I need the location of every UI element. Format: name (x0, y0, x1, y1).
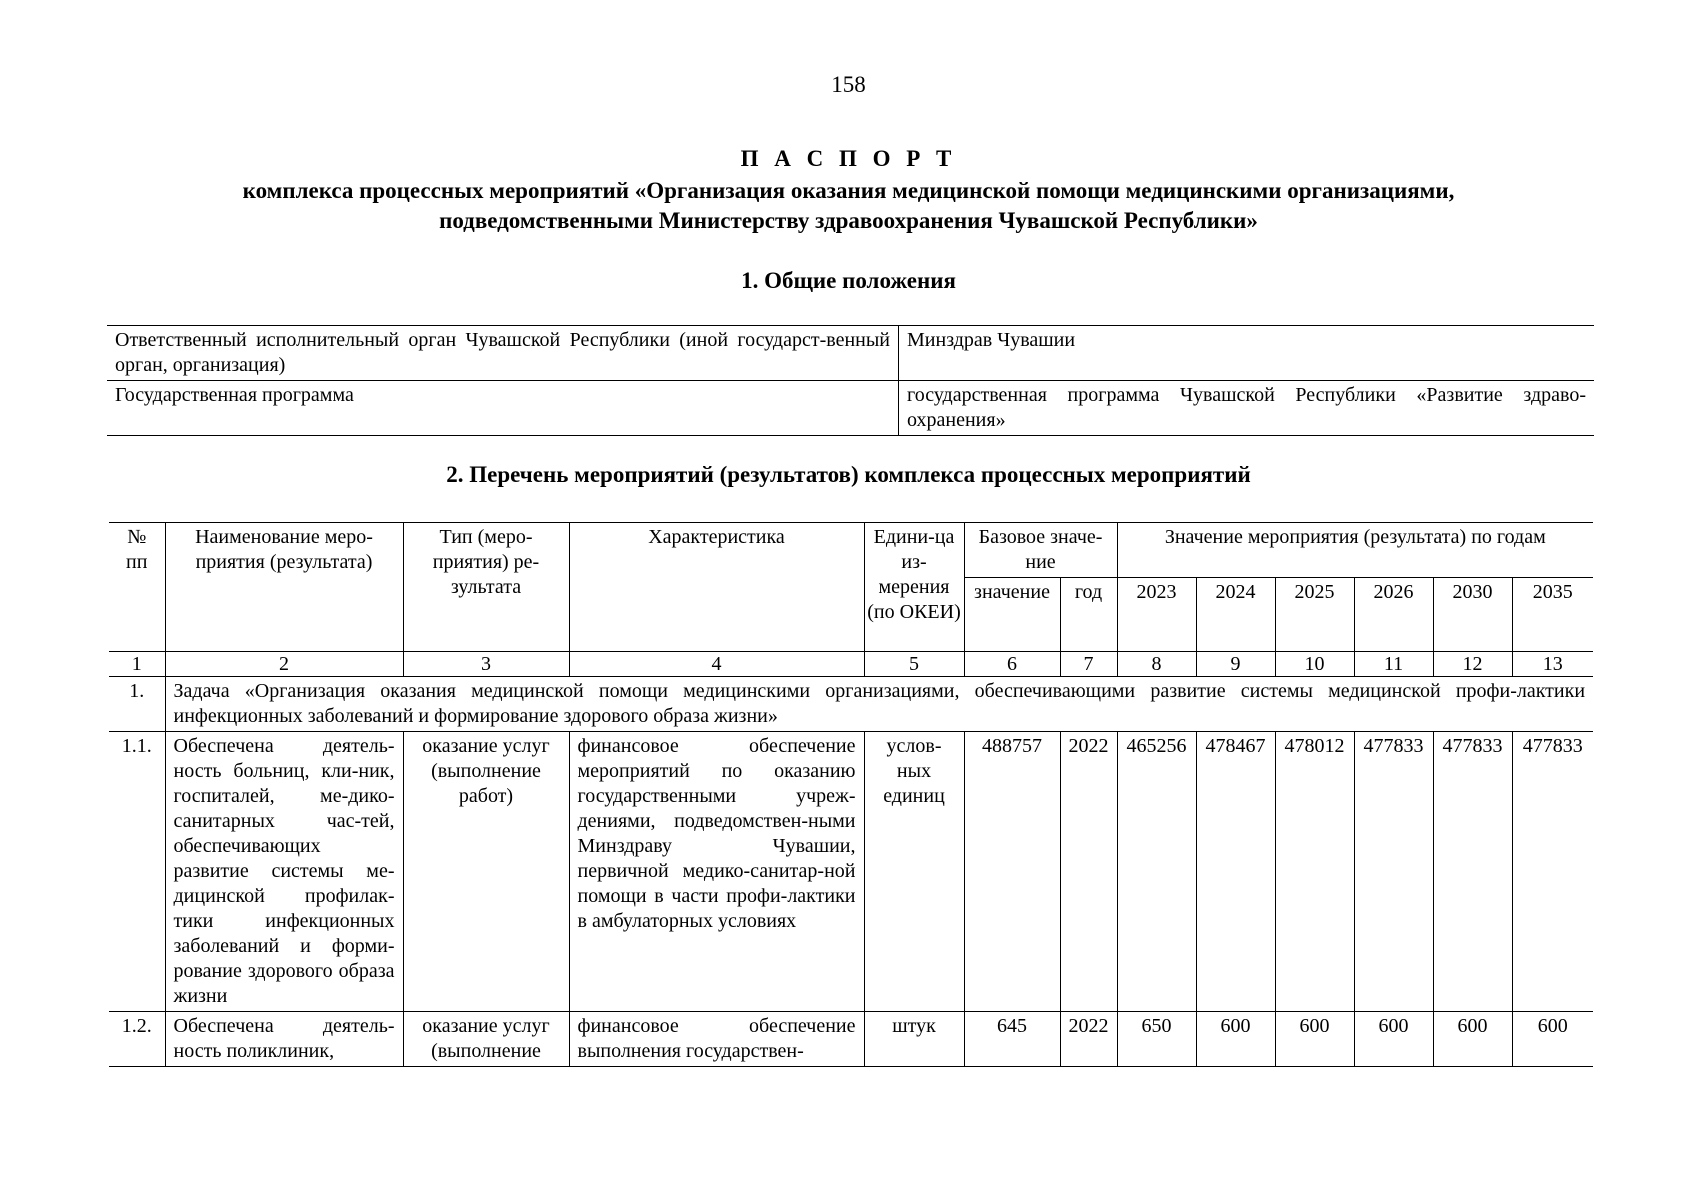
column-number: 11 (1354, 652, 1433, 677)
row-unit: штук (864, 1012, 964, 1067)
row-value: 478467 (1196, 732, 1275, 1012)
general-row-program (107, 381, 1594, 436)
header-year: 2025 (1275, 578, 1354, 652)
task-text: Задача «Организация оказания медицинской помощи медицинскими организациями, обеспечивающими развитие системы медицинской профи-лактики инфекционных заболеваний и формирование здорового образа жизни» (165, 677, 1593, 732)
row-base-value: 488757 (964, 732, 1060, 1012)
row-value: 477833 (1512, 732, 1593, 1012)
table-row (109, 732, 1593, 1012)
document-title: П А С П О Р Т (740, 146, 957, 171)
row-base-year: 2022 (1060, 732, 1117, 1012)
row-value: 477833 (1433, 732, 1512, 1012)
column-numbers-row (109, 652, 1593, 677)
general-value: Минздрав Чувашии (899, 326, 1595, 381)
row-unit: услов-ных единиц (864, 732, 964, 1012)
header-year: 2035 (1512, 578, 1593, 652)
header-base: Базовое значе-ние (964, 523, 1117, 578)
section-2-title: 2. Перечень мероприятий (результатов) комплекса процессных мероприятий (446, 462, 1251, 487)
column-number: 5 (864, 652, 964, 677)
row-value: 477833 (1354, 732, 1433, 1012)
task-num: 1. (109, 677, 165, 732)
header-base-year: год (1060, 578, 1117, 652)
table-row (109, 1012, 1593, 1067)
column-number: 2 (165, 652, 403, 677)
subtitle-line-2: подведомственными Министерству здравоохранения Чувашской Республики» (439, 208, 1258, 233)
row-type: оказание услуг (выполнение (403, 1012, 569, 1067)
row-base-value: 645 (964, 1012, 1060, 1067)
row-base-year: 2022 (1060, 1012, 1117, 1067)
task-row (109, 677, 1593, 732)
page-number: 158 (831, 72, 866, 97)
row-name: Обеспечена деятель-ность поликлиник, (165, 1012, 403, 1067)
header-name: Наименование меро-приятия (результата) (165, 523, 403, 652)
row-value: 650 (1117, 1012, 1196, 1067)
column-number: 1 (109, 652, 165, 677)
column-number: 4 (569, 652, 864, 677)
header-characteristic: Характеристика (569, 523, 864, 652)
row-type: оказание услуг (выполнение работ) (403, 732, 569, 1012)
column-number: 3 (403, 652, 569, 677)
measures-table (109, 522, 1593, 1067)
column-number: 6 (964, 652, 1060, 677)
row-value: 465256 (1117, 732, 1196, 1012)
column-number: 10 (1275, 652, 1354, 677)
row-value: 600 (1354, 1012, 1433, 1067)
header-base-value: значение (964, 578, 1060, 652)
column-number: 9 (1196, 652, 1275, 677)
row-value: 600 (1196, 1012, 1275, 1067)
document-subtitle (0, 176, 1697, 236)
general-key: Государственная программа (107, 381, 899, 436)
general-row-responsible (107, 326, 1594, 381)
header-year: 2024 (1196, 578, 1275, 652)
general-value: государственная программа Чувашской Республики «Развитие здраво-охранения» (899, 381, 1595, 436)
row-value: 600 (1512, 1012, 1593, 1067)
section-1-title: 1. Общие положения (741, 268, 956, 293)
header-unit: Едини-ца из-мерения (по ОКЕИ) (864, 523, 964, 652)
row-characteristic: финансовое обеспечение выполнения государствен- (569, 1012, 864, 1067)
column-number: 13 (1512, 652, 1593, 677)
header-type: Тип (меро-приятия) ре-зультата (403, 523, 569, 652)
header-year: 2026 (1354, 578, 1433, 652)
header-year: 2030 (1433, 578, 1512, 652)
subtitle-line-1: комплекса процессных мероприятий «Организация оказания медицинской помощи медицинскими организациями, (242, 178, 1455, 203)
row-value: 600 (1433, 1012, 1512, 1067)
row-num: 1.2. (109, 1012, 165, 1067)
header-num: № пп (109, 523, 165, 652)
general-key: Ответственный исполнительный орган Чувашской Республики (иной государст-венный орган, организация) (107, 326, 899, 381)
general-provisions-table (107, 325, 1594, 436)
column-number: 7 (1060, 652, 1117, 677)
row-value: 478012 (1275, 732, 1354, 1012)
header-by-years: Значение мероприятия (результата) по годам (1117, 523, 1593, 578)
header-year: 2023 (1117, 578, 1196, 652)
row-name: Обеспечена деятель-ность больниц, кли-ник, госпиталей, ме-дико-санитарных час-тей, обеспечивающих развитие системы ме-дицинской профилак-тики инфекционных заболеваний и форми-рование здорового образа жизни (165, 732, 403, 1012)
row-value: 600 (1275, 1012, 1354, 1067)
header-row-1 (109, 523, 1593, 578)
column-number: 12 (1433, 652, 1512, 677)
row-num: 1.1. (109, 732, 165, 1012)
row-characteristic: финансовое обеспечение мероприятий по оказанию государственными учреж-дениями, подведомствен-ными Минздраву Чувашии, первичной медико-санитар-ной помощи в части профи-лактики в амбулаторных условиях (569, 732, 864, 1012)
column-number: 8 (1117, 652, 1196, 677)
